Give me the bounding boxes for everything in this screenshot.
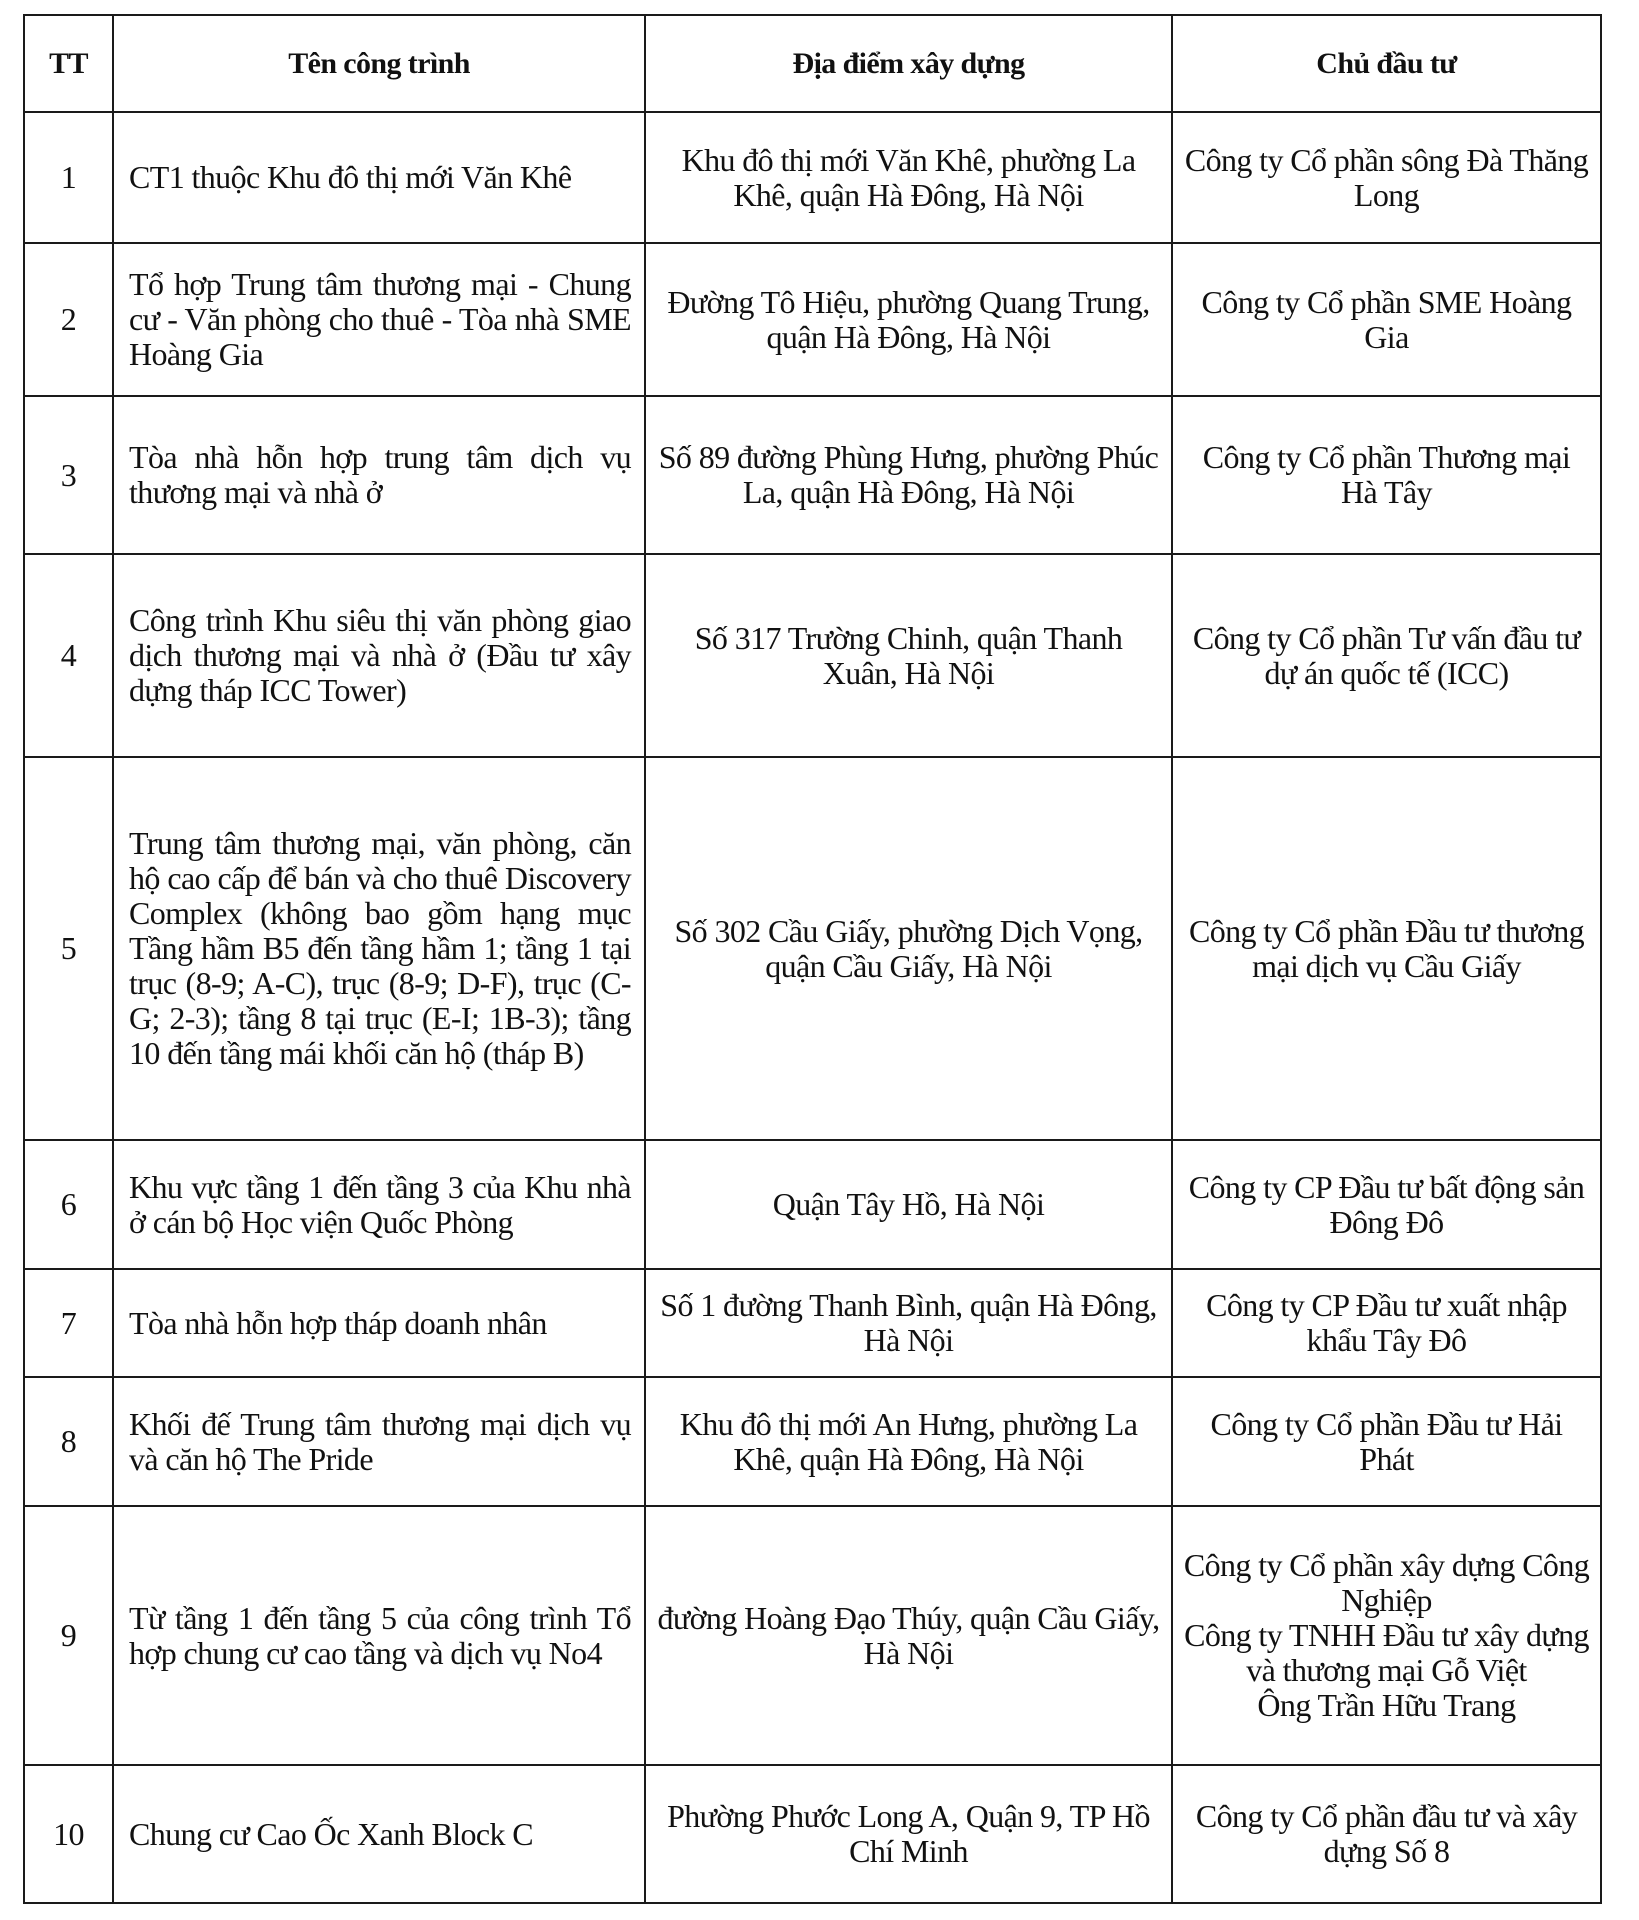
table-row [24, 1506, 1601, 1765]
row-number: 2 [24, 243, 113, 396]
table-row [24, 1765, 1601, 1903]
project-name: Tòa nhà hỗn hợp tháp doanh nhân [113, 1269, 645, 1377]
project-name: Tổ hợp Trung tâm thương mại - Chung cư - Văn phòng cho thuê - Tòa nhà SME Hoàng Gia [113, 243, 645, 396]
project-location: Số 1 đường Thanh Bình, quận Hà Đông, Hà Nội [645, 1269, 1172, 1377]
table-row [24, 112, 1601, 243]
table-row [24, 1269, 1601, 1377]
project-owner: Công ty Cổ phần Đầu tư thương mại dịch vụ Cầu Giấy [1172, 757, 1601, 1140]
project-owner: Công ty Cổ phần sông Đà Thăng Long [1172, 112, 1601, 243]
project-owner: Công ty Cổ phần Thương mại Hà Tây [1172, 396, 1601, 554]
project-owner: Công ty CP Đầu tư xuất nhập khẩu Tây Đô [1172, 1269, 1601, 1377]
table-row [24, 1140, 1601, 1269]
row-number: 4 [24, 554, 113, 757]
table-row [24, 396, 1601, 554]
project-location: Đường Tô Hiệu, phường Quang Trung, quận Hà Đông, Hà Nội [645, 243, 1172, 396]
project-location: Số 89 đường Phùng Hưng, phường Phúc La, quận Hà Đông, Hà Nội [645, 396, 1172, 554]
row-number: 7 [24, 1269, 113, 1377]
owner-line: Công ty Cổ phần xây dựng Công Nghiệp [1183, 1547, 1590, 1618]
header-tt: TT [24, 15, 113, 112]
project-owner: Công ty Cổ phần đầu tư và xây dựng Số 8 [1172, 1765, 1601, 1903]
project-owner [1172, 1506, 1601, 1765]
project-name: Tòa nhà hỗn hợp trung tâm dịch vụ thương mại và nhà ở [113, 396, 645, 554]
project-owner: Công ty Cổ phần Tư vấn đầu tư dự án quốc tế (ICC) [1172, 554, 1601, 757]
row-number: 10 [24, 1765, 113, 1903]
row-number: 9 [24, 1506, 113, 1765]
project-location: Số 317 Trường Chinh, quận Thanh Xuân, Hà Nội [645, 554, 1172, 757]
header-owner: Chủ đầu tư [1172, 15, 1601, 112]
project-location: Số 302 Cầu Giấy, phường Dịch Vọng, quận Cầu Giấy, Hà Nội [645, 757, 1172, 1140]
owner-line: Công ty TNHH Đầu tư xây dựng và thương mại Gỗ Việt [1184, 1617, 1589, 1688]
owner-line: Ông Trần Hữu Trang [1257, 1687, 1516, 1723]
table-row [24, 554, 1601, 757]
project-name: Khu vực tầng 1 đến tầng 3 của Khu nhà ở cán bộ Học viện Quốc Phòng [113, 1140, 645, 1269]
project-location: Quận Tây Hồ, Hà Nội [645, 1140, 1172, 1269]
project-name: CT1 thuộc Khu đô thị mới Văn Khê [113, 112, 645, 243]
project-name: Chung cư Cao Ốc Xanh Block C [113, 1765, 645, 1903]
project-owner: Công ty Cổ phần Đầu tư Hải Phát [1172, 1377, 1601, 1506]
header-row [24, 15, 1601, 112]
row-number: 8 [24, 1377, 113, 1506]
table-row [24, 243, 1601, 396]
project-name: Công trình Khu siêu thị văn phòng giao dịch thương mại và nhà ở (Đầu tư xây dựng tháp ICC Tower) [113, 554, 645, 757]
table-row [24, 1377, 1601, 1506]
project-owner: Công ty Cổ phần SME Hoàng Gia [1172, 243, 1601, 396]
project-name: Từ tầng 1 đến tầng 5 của công trình Tổ hợp chung cư cao tầng và dịch vụ No4 [113, 1506, 645, 1765]
projects-table [23, 14, 1602, 1904]
project-location: Khu đô thị mới An Hưng, phường La Khê, quận Hà Đông, Hà Nội [645, 1377, 1172, 1506]
row-number: 3 [24, 396, 113, 554]
project-location: Khu đô thị mới Văn Khê, phường La Khê, quận Hà Đông, Hà Nội [645, 112, 1172, 243]
project-location: đường Hoàng Đạo Thúy, quận Cầu Giấy, Hà Nội [645, 1506, 1172, 1765]
project-name: Khối đế Trung tâm thương mại dịch vụ và căn hộ The Pride [113, 1377, 645, 1506]
row-number: 5 [24, 757, 113, 1140]
table-row [24, 757, 1601, 1140]
header-location: Địa điểm xây dựng [645, 15, 1172, 112]
project-owner: Công ty CP Đầu tư bất động sản Đông Đô [1172, 1140, 1601, 1269]
project-location: Phường Phước Long A, Quận 9, TP Hồ Chí Minh [645, 1765, 1172, 1903]
row-number: 1 [24, 112, 113, 243]
row-number: 6 [24, 1140, 113, 1269]
header-project-name: Tên công trình [113, 15, 645, 112]
project-name: Trung tâm thương mại, văn phòng, căn hộ cao cấp để bán và cho thuê Discovery Complex (không bao gồm hạng mục Tầng hầm B5 đến tầng hầm 1; tầng 1 tại trục (8-9; A-C), trục (8-9; D-F), trục (C-G; 2-3); tầng 8 tại trục (E-I; 1B-3); tầng 10 đến tầng mái khối căn hộ (tháp B) [113, 757, 645, 1140]
